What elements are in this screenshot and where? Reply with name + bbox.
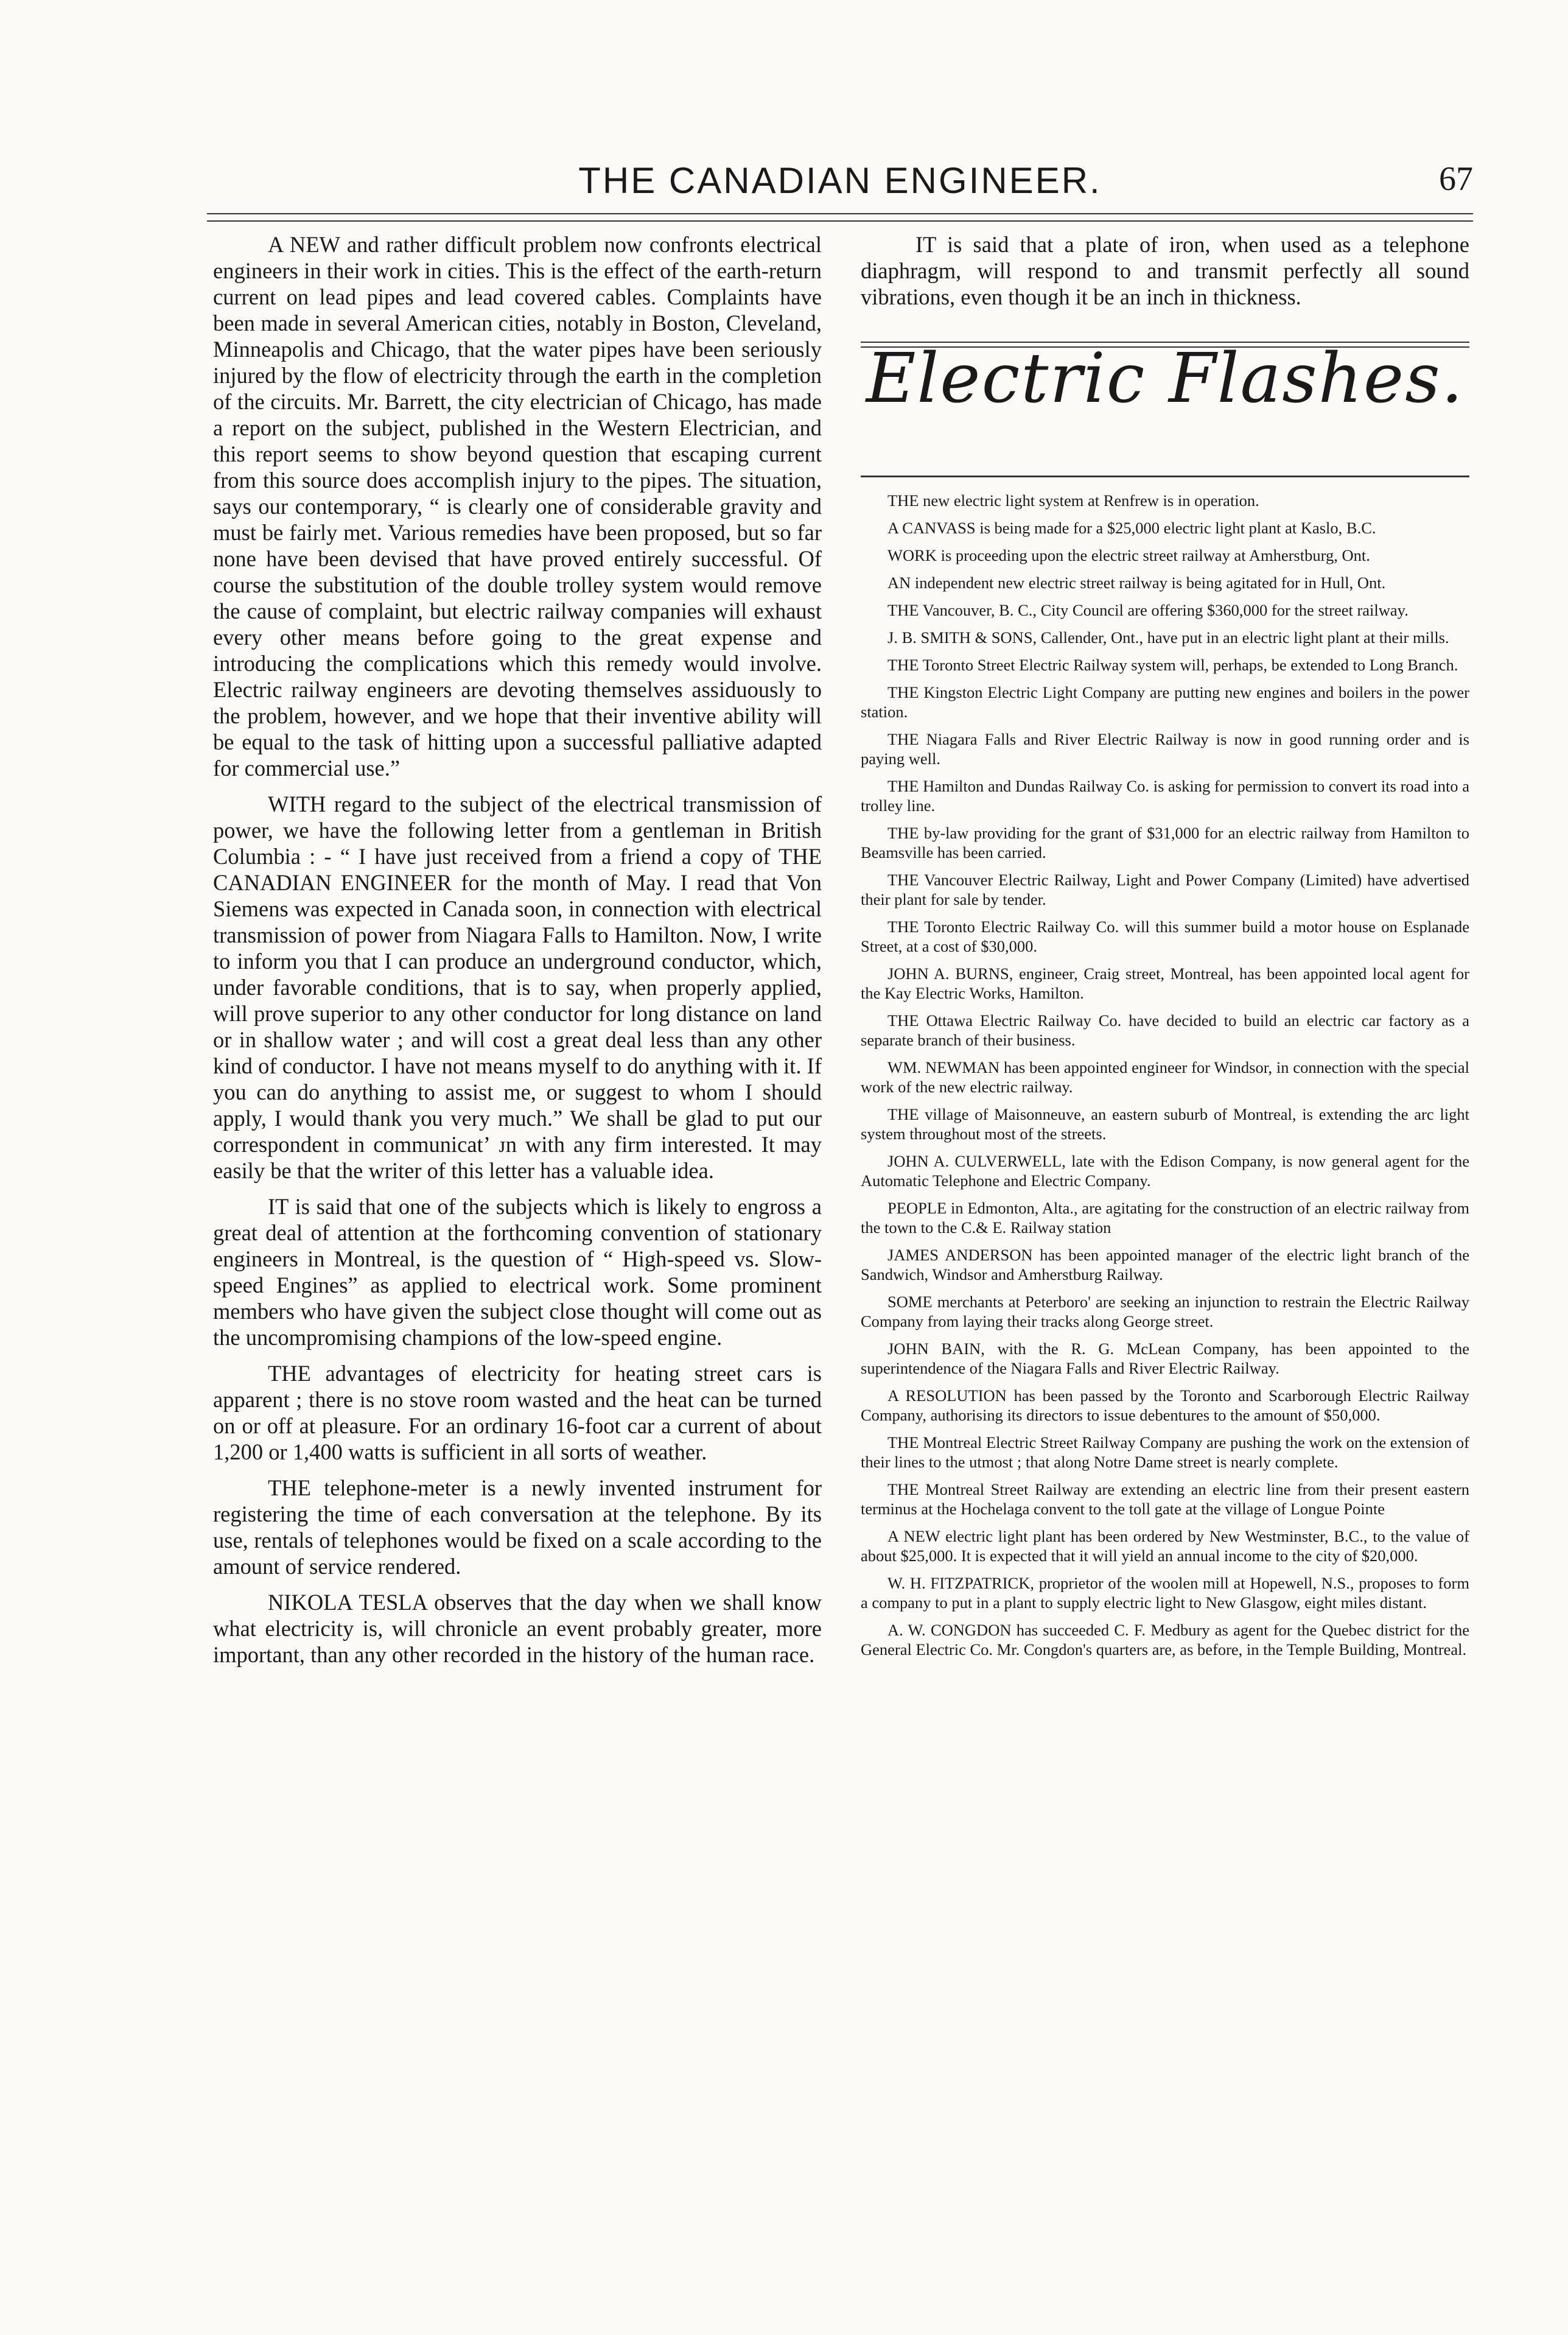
flash-item: A RESOLUTION has been passed by the Toronto and Scarborough Electric Railway Company, authorising its directors to issue debentures to the amount of $50,000. [861, 1386, 1469, 1424]
flash-item: THE Montreal Electric Street Railway Company are pushing the work on the extension of their lines to the utmost ; that along Notre Dame street is nearly complete. [861, 1433, 1469, 1471]
paragraph: THE advantages of electricity for heating street cars is apparent ; there is no stove room wasted and the heat can be turned on or off at pleasure. For an ordinary 16-foot car a current of about 1,200 or 1,400 watts is sufficient in all sorts of weather. [213, 1361, 822, 1464]
flash-item: JAMES ANDERSON has been appointed manager of the electric light branch of the Sandwich, Windsor and Amherstburg Railway. [861, 1246, 1469, 1283]
section-banner [861, 339, 1469, 476]
paragraph: IT is said that one of the subjects which is likely to engross a great deal of attention at the forthcoming convention of stationary engineers in Montreal, is the question of “ High-speed vs. Slow-speed Engines” as applied to electrical work. Some prominent members who have given the subject close thought will come out as the uncompromising champions of the low-speed engine. [213, 1194, 822, 1350]
flash-item: SOME merchants at Peterboro' are seeking an injunction to restrain the Electric Railway Company from laying their tracks along George street. [861, 1293, 1469, 1330]
flash-item: THE Niagara Falls and River Electric Railway is now in good running order and is paying well. [861, 730, 1469, 768]
section-title: Electric Flashes. [866, 339, 1465, 418]
flash-item: WM. NEWMAN has been appointed engineer for Windsor, in connection with the special work of the new electric railway. [861, 1058, 1469, 1096]
flash-item: THE Hamilton and Dundas Railway Co. is asking for permission to convert its road into a trolley line. [861, 777, 1469, 815]
paragraph: WITH regard to the subject of the electrical transmission of power, we have the following letter from a gentleman in British Columbia : - “ I have just received from a friend a copy of THE CANADIAN ENGINEER for the month of May. I read that Von Siemens was expected in Canada soon, in connection with electrical transmission of power from Niagara Falls to Hamilton. Now, I write to inform you that I can produce an underground conductor, which, under favorable conditions, that is to say, when properly applied, will prove superior to any other conductor for long distance on land or in shallow water ; and will cost a great deal less than any other kind of conductor. I have not means myself to do anything with it. If you can do anything to assist me, or suggest to whom I should apply, I would thank you very much.” We shall be glad to put our correspondent in communicatʼ ᴊn with any firm interested. It may easily be that the writer of this letter has a valuable idea. [213, 792, 822, 1183]
page-number: 67 [1439, 160, 1473, 198]
banner-rule [861, 476, 1469, 477]
page-header [207, 160, 1473, 208]
flash-item: THE Toronto Street Electric Railway system will, perhaps, be extended to Long Branch. [887, 656, 1458, 674]
paragraph: NIKOLA TESLA observes that the day when we shall know what electricity is, will chronicle an event probably greater, more important, than any other recorded in the history of the human race. [213, 1590, 822, 1667]
flash-item: JOHN A. BURNS, engineer, Craig street, Montreal, has been appointed local agent for the Kay Electric Works, Hamilton. [861, 964, 1469, 1002]
flash-item: THE by-law providing for the grant of $31,000 for an electric railway from Hamilton to Beamsville has been carried. [861, 824, 1469, 862]
left-column [213, 231, 822, 1677]
journal-title: THE CANADIAN ENGINEER. [578, 160, 1102, 201]
flash-item: W. H. FITZPATRICK, proprietor of the woolen mill at Hopewell, N.S., proposes to form a company to put in a plant to supply electric light to New Glasgow, eight miles distant. [861, 1574, 1469, 1612]
flash-item: AN independent new electric street railway is being agitated for in Hull, Ont. [887, 574, 1386, 592]
flash-item: THE village of Maisonneuve, an eastern suburb of Montreal, is extending the arc light system throughout most of the streets. [861, 1105, 1469, 1143]
flash-item: THE Montreal Street Railway are extending an electric line from their present eastern terminus at the Hochelaga convent to the toll gate at the village of Longue Pointe [861, 1480, 1469, 1518]
flash-item: THE Vancouver, B. C., City Council are offering $360,000 for the street railway. [887, 601, 1409, 619]
flash-item: JOHN A. CULVERWELL, late with the Edison Company, is now general agent for the Automatic Telephone and Electric Company. [861, 1152, 1469, 1190]
electric-flashes-list [861, 491, 1469, 1659]
flash-item: THE Toronto Electric Railway Co. will this summer build a motor house on Esplanade Street, at a cost of $30,000. [861, 918, 1469, 955]
paragraph: THE telephone-meter is a newly invented instrument for registering the time of each conversation at the telephone. By its use, rentals of telephones would be fixed on a scale according to the amount of service rendered. [213, 1475, 822, 1579]
flash-item: A CANVASS is being made for a $25,000 electric light plant at Kaslo, B.C. [887, 519, 1376, 537]
flash-item: JOHN BAIN, with the R. G. McLean Company, has been appointed to the superintendence of the Niagara Falls and River Electric Railway. [861, 1340, 1469, 1377]
flash-item: A. W. CONGDON has succeeded C. F. Medbury as agent for the Quebec district for the General Electric Co. Mr. Congdon's quarters are, as before, in the Temple Building, Montreal. [861, 1621, 1469, 1659]
flash-item: THE Kingston Electric Light Company are putting new engines and boilers in the power station. [861, 683, 1469, 721]
flash-item: THE new electric light system at Renfrew is in operation. [887, 491, 1259, 510]
lead-paragraph: IT is said that a plate of iron, when used as a telephone diaphragm, will respond to and transmit perfectly all sound vibrations, even though it be an inch in thickness. [861, 232, 1469, 309]
flash-item: A NEW electric light plant has been ordered by New Westminster, B.C., to the value of about $25,000. It is expected that it will yield an annual income to the city of $20,000. [861, 1527, 1469, 1565]
header-rule [207, 213, 1473, 222]
flash-item: THE Vancouver Electric Railway, Light and Power Company (Limited) have advertised their plant for sale by tender. [861, 871, 1469, 908]
flash-item: WORK is proceeding upon the electric street railway at Amherstburg, Ont. [887, 546, 1370, 564]
paragraph: A NEW and rather difficult problem now confronts electrical engineers in their work in cities. This is the effect of the earth-return current on lead pipes and lead covered cables. Complaints have been made in several American cities, notably in Boston, Cleveland, Minneapolis and Chicago, that the water pipes have been seriously injured by the flow of electricity through the earth in the completion of the circuits. Mr. Barrett, the city electrician of Chicago, has made a report on the subject, published in the Western Electrician, and this report seems to show beyond question that escaping current from this source does accomplish injury to the pipes. The situation, says our contemporary, “ is clearly one of considerable gravity and must be fairly met. Various remedies have been proposed, but so far none have been devised that have proved entirely successful. Of course the substitution of the double trolley system would remove the cause of complaint, but electric railway companies will exhaust every other means before going to the great expense and introducing the complications which this remedy would involve. Electric railway engineers are devoting themselves assiduously to the problem, however, and we hope that their inventive ability will be equal to the task of hitting upon a successful palliative adapted for commercial use.” [213, 232, 822, 781]
flash-item: J. B. SMITH & SONS, Callender, Ont., have put in an electric light plant at their mills. [887, 628, 1449, 647]
flash-item: THE Ottawa Electric Railway Co. have decided to build an electric car factory as a separate branch of their business. [861, 1011, 1469, 1049]
flash-item: PEOPLE in Edmonton, Alta., are agitating for the construction of an electric railway from the town to the C.& E. Railway station [861, 1199, 1469, 1237]
right-column [861, 231, 1469, 1667]
